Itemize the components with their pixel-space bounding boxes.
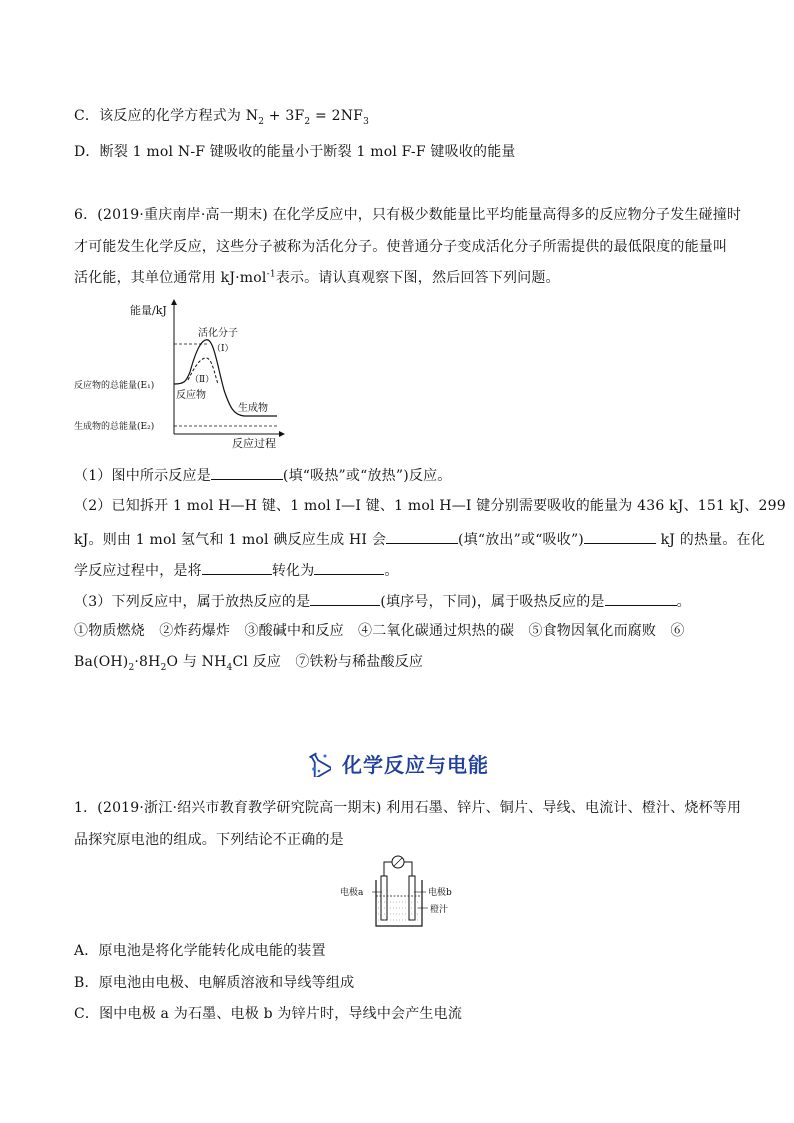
answer-blank[interactable]	[211, 464, 283, 480]
answer-blank[interactable]	[202, 559, 272, 575]
s2q1-option-c: C．图中电极 a 为石墨、电极 b 为锌片时，导线中会产生电流	[74, 1006, 463, 1022]
text: kJ。则由 1 mol 氢气和 1 mol 碘反应生成 HI 会	[74, 532, 387, 548]
q6-part3-line1	[74, 590, 724, 612]
text: 。	[676, 594, 691, 610]
text: 转化为	[271, 563, 315, 579]
q6-intro-line1: 6．(2019·重庆南岸·高一期末) 在化学反应中，只有极少数能量比平均能量高得多的反应物分子发生碰撞时	[74, 207, 742, 223]
energy-diagram	[72, 298, 292, 453]
text: （3）下列反应中，属于放热反应的是	[74, 594, 311, 610]
text: (填序号，下同)，属于吸热反应的是	[380, 594, 605, 610]
subscript: 2	[304, 116, 311, 127]
answer-blank[interactable]	[310, 590, 380, 606]
text: (填“吸热”或“放热”)反应。	[282, 468, 452, 484]
section-header	[0, 749, 794, 781]
curve-i-label: （Ⅰ）	[212, 344, 234, 354]
q6-intro-line3	[74, 268, 724, 288]
x-axis-label: 反应过程	[232, 437, 276, 450]
s2q1-line2: 品探究原电池的组成。下列结论不正确的是	[74, 832, 344, 848]
answer-blank[interactable]	[314, 559, 384, 575]
superscript: -1	[266, 269, 276, 280]
battery-figure	[336, 850, 476, 932]
electrode-b-label: 电极b	[428, 888, 452, 898]
flask-icon	[305, 751, 331, 777]
y-axis-label: 能量/kJ	[130, 304, 167, 317]
q6-part1	[74, 464, 724, 486]
text: (填“放出”或“吸收”)	[458, 532, 584, 548]
subscript: 2	[258, 116, 265, 127]
curve-ii-label: （Ⅱ）	[190, 375, 215, 385]
reactant-label: 反应物	[176, 390, 206, 401]
electrode-a-label: 电极a	[340, 888, 364, 898]
text: 活化能，其单位通常用 kJ·mol	[74, 270, 267, 286]
q5-option-c	[74, 106, 724, 126]
electrode-b	[409, 876, 415, 920]
product-label: 生成物	[238, 403, 268, 414]
electrode-a	[381, 876, 387, 920]
q6-part2-line3	[74, 559, 724, 581]
section-title: 化学反应与电能	[342, 753, 490, 777]
s2q1-option-a: A．原电池是将化学能转化成电能的装置	[74, 943, 326, 959]
text: = 2NF	[310, 108, 364, 124]
e1-label: 反应物的总能量(E₁)	[74, 381, 155, 391]
juice-label: 橙汁	[430, 905, 449, 915]
text: 学反应过程中，是将	[74, 563, 202, 579]
q6-part2-line1: （2）已知拆开 1 mol H—H 键、1 mol I—I 键、1 mol H—I 键分别需要吸收的能量为 436 kJ、151 kJ、299	[74, 498, 786, 514]
subscript: 3	[363, 116, 369, 127]
q6-part3-options-line1: ①物质燃烧 ②炸药爆炸 ③酸碱中和反应 ④二氧化碳通过炽热的碳 ⑤食物因氧化而腐败 ⑥	[74, 623, 685, 639]
subscript: 4	[226, 662, 233, 673]
activated-molecules-label: 活化分子	[198, 328, 238, 339]
text: C．该反应的化学方程式为 N	[74, 108, 259, 124]
answer-blank[interactable]	[386, 528, 458, 544]
q6-part2-line2	[74, 528, 765, 550]
text: kJ 的热量。在化	[655, 532, 765, 548]
text: + 3F	[264, 108, 305, 124]
text: 表示。请认真观察下图，然后回答下列问题。	[275, 270, 560, 286]
s2q1-line1: 1．(2019·浙江·绍兴市教育教学研究院高一期末) 利用石墨、锌片、铜片、导线、电流计、橙汁、烧杯等用	[74, 800, 742, 816]
text: Ba(OH)	[74, 654, 129, 670]
q6-intro-line2: 才可能发生化学反应，这些分子被称为活化分子。使普通分子变成活化分子所需提供的最低限度的能量叫	[74, 239, 728, 255]
answer-blank[interactable]	[584, 528, 656, 544]
text: Cl 反应 ⑦铁粉与稀盐酸反应	[232, 654, 424, 670]
subscript: 2	[160, 662, 167, 673]
answer-blank[interactable]	[605, 590, 677, 606]
q6-part3-options-line2	[74, 652, 724, 672]
subscript: 2	[128, 662, 135, 673]
text: O 与 NH	[166, 654, 227, 670]
q5-option-d: D．断裂 1 mol N-F 键吸收的能量小于断裂 1 mol F-F 键吸收的能量	[74, 144, 516, 160]
s2q1-option-b: B．原电池由电极、电解质溶液和导线等组成	[74, 975, 355, 991]
text: 。	[384, 563, 399, 579]
text: ·8H	[134, 654, 161, 670]
e2-label: 生成物的总能量(E₂)	[74, 422, 155, 432]
text: （1）图中所示反应是	[74, 468, 211, 484]
